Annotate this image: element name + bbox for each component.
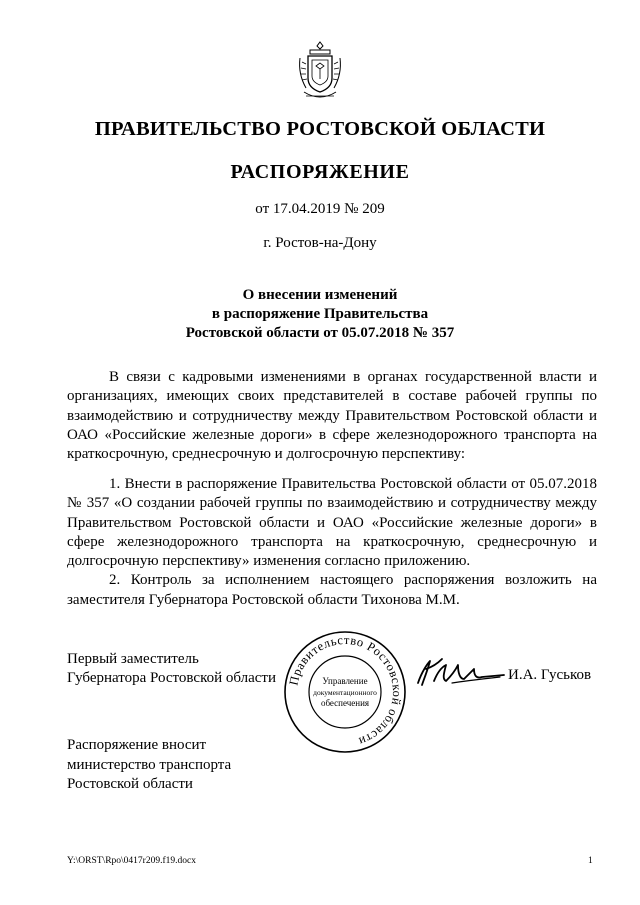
order-items — [67, 475, 597, 610]
stamp-ring-text: Правительство Ростовской области — [286, 632, 405, 749]
signer-name: И.А. Гуськов — [508, 667, 592, 683]
order-item-2: 2. Контроль за исполнением настоящего распоряжения возложить на заместителя Губернатора Ростовской области Тихонова М.М. — [67, 572, 597, 608]
footer-file-path: Y:\ORST\Rpo\0417r209.f19.docx — [67, 856, 196, 866]
paragraph-text: В связи с кадровыми изменениями в органах государственной власти и организациях, имеющих своих представителей в составе рабочей группы по взаимодействию и сотрудничеству между Правительством Ростовской области и ОАО «Российские железные дороги» в сфере железнодорожного транспорта на краткосрочную, среднесрочную и долгосрочную перспективу: — [67, 369, 597, 463]
subject-line: Ростовской области от 05.07.2018 № 357 — [185, 325, 455, 341]
document-city: г. Ростов-на-Дону — [263, 235, 377, 251]
signer-position-line: Первый заместитель — [67, 651, 199, 667]
document-date-number: от 17.04.2019 № 209 — [255, 201, 385, 217]
footer-page-number: 1 — [588, 856, 593, 866]
order-item-1: 1. Внести в распоряжение Правительства Ростовской области от 05.07.2018 № 357 «О создании рабочей группы по взаимодействию и сотрудничеству между Правительством Ростовской области и ОАО «Российские железные дороги» в сфере железнодорожного транспорта на краткосрочную, среднесрочную и долгосрочную перспективу» изменения согласно приложению. — [67, 476, 597, 570]
stamp-inner-line: Управление — [322, 676, 368, 686]
note-line: министерство транспорта — [67, 756, 232, 773]
document-subject — [0, 286, 640, 343]
submitted-by-note — [67, 736, 231, 795]
stamp-inner-line: обеспечения — [320, 698, 370, 708]
signer-position — [67, 650, 276, 688]
official-stamp — [283, 630, 407, 754]
coat-of-arms-icon — [296, 38, 344, 102]
subject-line: в распоряжение Правительства — [211, 306, 429, 322]
signer-position-line: Губернатора Ростовской области — [67, 670, 277, 686]
preamble-paragraph — [67, 368, 597, 464]
handwritten-signature-icon — [412, 657, 506, 691]
note-line: Распоряжение вносит — [67, 737, 207, 753]
organization-title: ПРАВИТЕЛЬСТВО РОСТОВСКОЙ ОБЛАСТИ — [94, 118, 546, 140]
subject-line: О внесении изменений — [242, 287, 398, 303]
note-line: Ростовской области — [67, 776, 193, 792]
stamp-inner-line: документационного — [313, 688, 377, 697]
document-type: РАСПОРЯЖЕНИЕ — [230, 161, 410, 183]
